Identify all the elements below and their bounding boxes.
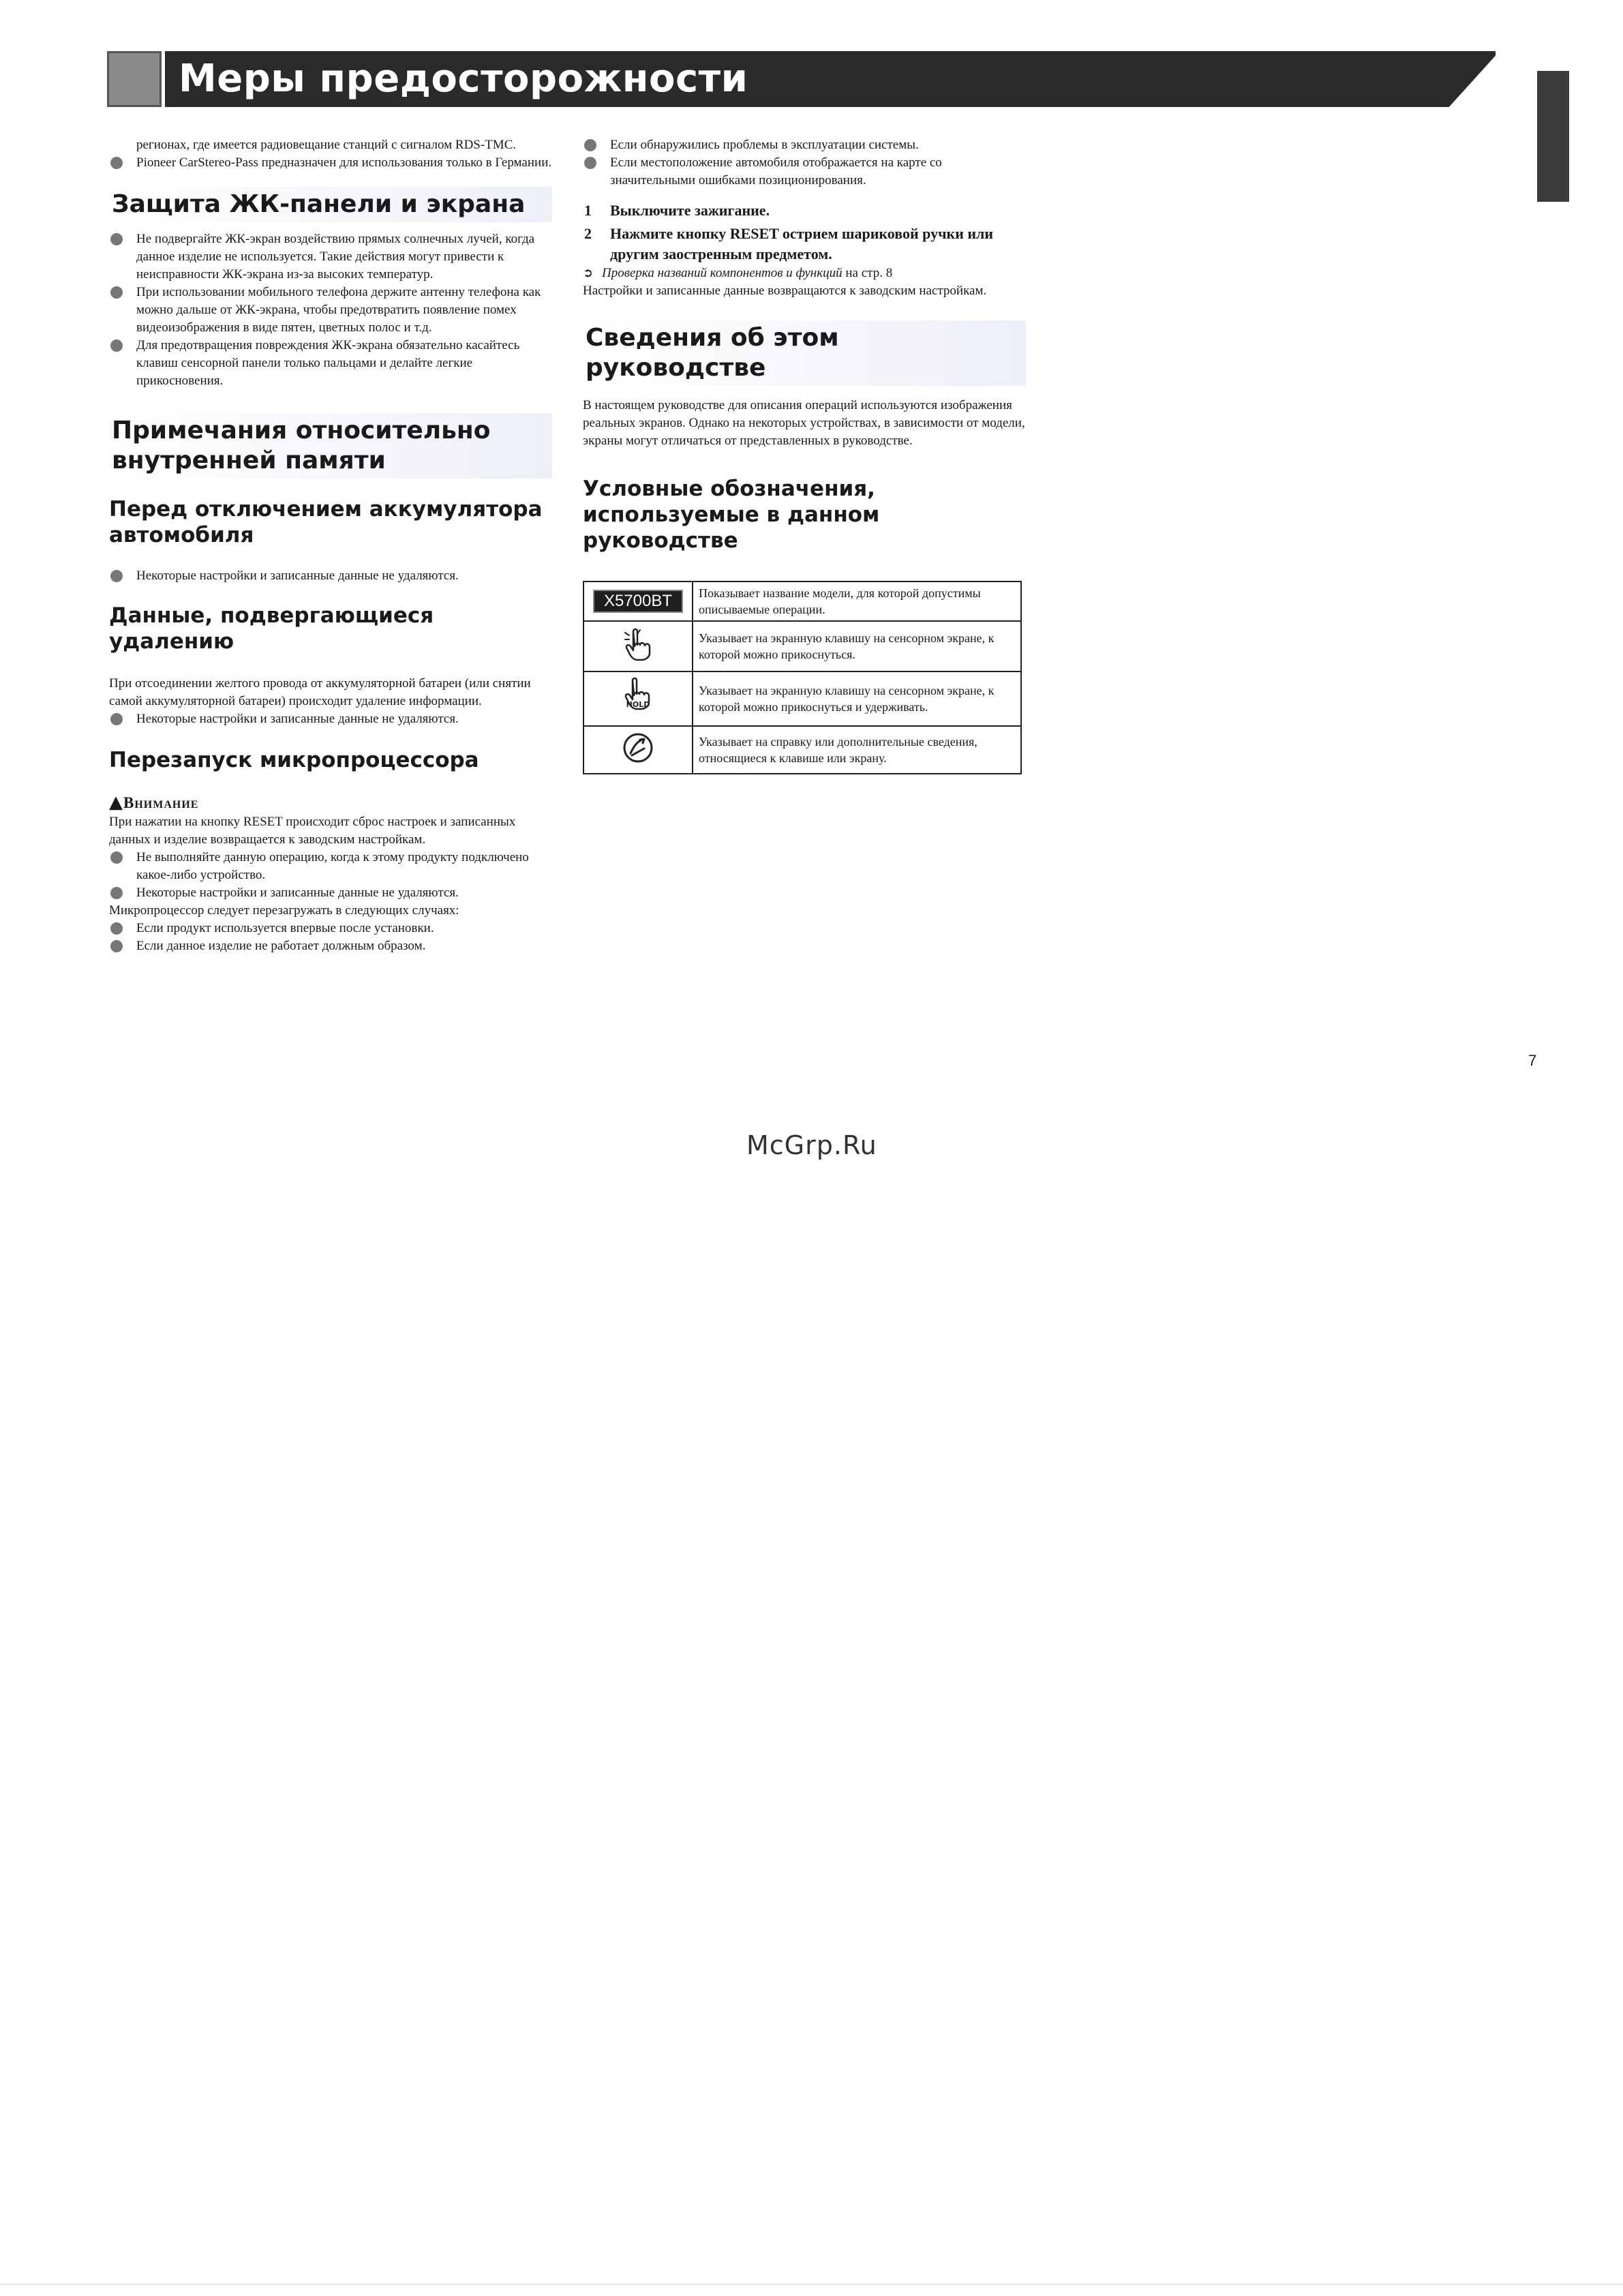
- model-badge-icon: X5700BT: [593, 590, 683, 613]
- deleted-data-paragraph: При отсоединении желтого провода от аккумуляторной батареи (или снятии самой аккумуляторной батареи) происходит удаление информации.: [109, 676, 531, 708]
- reference-icon: [621, 731, 655, 765]
- section-side-tab: [1537, 71, 1569, 202]
- page-title: Меры предосторожности: [179, 57, 748, 101]
- table-cell-text: Указывает на экранную клавишу на сенсорном экране, к которой можно прикоснуться.: [693, 621, 1021, 671]
- about-manual-paragraph: В настоящем руководстве для описания операций используются изображения реальных экранов. Однако на некоторых устройствах, в зависимости от модели, экраны могут отличаться от представленных в руководстве.: [583, 398, 1025, 448]
- caution-label: [109, 792, 552, 813]
- bullet-icon: [584, 157, 596, 169]
- heading-deleted-data: Данные, подвергающиеся удалению: [109, 603, 434, 654]
- bullet-icon: [110, 851, 123, 864]
- watermark: McGrp.Ru: [746, 1130, 877, 1160]
- bullet-icon: [110, 286, 123, 299]
- list-item-text: Если данное изделие не работает должным образом.: [136, 939, 426, 953]
- touch-icon: [620, 626, 656, 663]
- reference-page: на стр. 8: [845, 266, 893, 280]
- heading-lcd-protection: Защита ЖК-панели и экрана: [109, 187, 552, 222]
- bullet-icon: [110, 157, 123, 169]
- list-item: [109, 710, 552, 728]
- heading-before-battery-disconnect: Перед отключением аккумулятора автомобиля: [109, 497, 543, 547]
- list-item-text: Если продукт используется впервые после установки.: [136, 921, 434, 935]
- list-item-text: При использовании мобильного телефона держите антенну телефона как можно дальше от ЖК-экрана, чтобы предотвратить появление помех видеоизображения в виде пятен, цветных полос и т.д.: [136, 285, 541, 335]
- bullet-icon: [584, 139, 596, 151]
- table-row: [583, 726, 1021, 774]
- conventions-table: [583, 581, 1022, 774]
- step-text: Нажмите кнопку RESET острием шариковой ручки или другим заостренным предметом.: [610, 225, 994, 262]
- bullet-icon: [110, 713, 123, 725]
- list-item-text: Для предотвращения повреждения ЖК-экрана обязательно касайтесь клавиш сенсорной панели только пальцами и делайте легкие прикосновения.: [136, 338, 520, 388]
- list-item: [583, 136, 1026, 154]
- step-number: 2: [584, 225, 592, 242]
- bullet-icon: [110, 339, 123, 352]
- list-item: [109, 849, 552, 884]
- heading-reset-microprocessor: Перезапуск микропроцессора: [109, 748, 479, 772]
- table-cell-icon: [583, 621, 693, 671]
- list-item-text: Не выполняйте данную операцию, когда к этому продукту подключено какое-либо устройство.: [136, 850, 529, 882]
- list-item: [109, 154, 552, 172]
- table-cell-text: Указывает на экранную клавишу на сенсорном экране, к которой можно прикоснуться и удерживать.: [693, 671, 1021, 726]
- list-item-text: Некоторые настройки и записанные данные не удаляются.: [136, 886, 459, 900]
- list-item: [109, 884, 552, 902]
- left-column: [109, 136, 552, 955]
- warning-triangle-icon: ▲: [109, 792, 123, 813]
- table-cell-text: Указывает на справку или дополнительные сведения, относящиеся к клавише или экрану.: [693, 726, 1021, 774]
- table-cell-text: Показывает название модели, для которой допустимы описываемые операции.: [693, 581, 1021, 621]
- right-column: [583, 136, 1026, 774]
- list-item: [109, 284, 552, 337]
- list-item-text: Если обнаружились проблемы в эксплуатации системы.: [610, 138, 919, 152]
- caution-paragraph: При нажатии на кнопку RESET происходит сброс настроек и записанных данных и изделие возвращается к заводским настройкам.: [109, 815, 516, 847]
- reference-link[interactable]: Проверка названий компонентов и функций: [602, 266, 843, 280]
- reference-note: [583, 265, 1026, 282]
- reset-result-text: Настройки и записанные данные возвращаются к заводским настройкам.: [583, 284, 987, 298]
- list-item-text: Некоторые настройки и записанные данные не удаляются.: [136, 712, 459, 726]
- continued-paragraph: регионах, где имеется радиовещание станций с сигналом RDS-TMC.: [136, 138, 517, 152]
- bullet-icon: [110, 887, 123, 899]
- list-item: [583, 154, 1026, 190]
- step-number: 1: [584, 202, 592, 219]
- step-text: Выключите зажигание.: [610, 202, 770, 219]
- reference-arrow-icon: ➲: [583, 266, 594, 280]
- bullet-icon: [110, 922, 123, 935]
- table-cell-icon: [583, 581, 693, 621]
- touch-hold-icon: [618, 676, 658, 717]
- list-item-text: Pioneer CarStereo-Pass предназначен для использования только в Германии.: [136, 155, 552, 170]
- table-row: [583, 621, 1021, 671]
- list-item: [109, 920, 552, 937]
- page-bottom-line: [0, 2284, 1623, 2285]
- heading-conventions: Условные обозначения, используемые в данном руководстве: [583, 477, 880, 553]
- hold-label: HOLD: [626, 700, 650, 709]
- table-cell-icon: [583, 671, 693, 726]
- list-item-text: Если местоположение автомобиля отображается на карте со значительными ошибками позиционирования.: [610, 155, 942, 187]
- heading-internal-memory: Примечания относительно внутренней памяти: [109, 413, 552, 479]
- reset-intro: Микропроцессор следует перезагружать в следующих случаях:: [109, 903, 459, 918]
- bullet-icon: [110, 570, 123, 582]
- caution-text: Внимание: [123, 794, 199, 811]
- page-number: 7: [1528, 1052, 1537, 1069]
- bullet-icon: [110, 233, 123, 245]
- table-row: [583, 671, 1021, 726]
- step-item: [583, 200, 1026, 221]
- list-item: [109, 337, 552, 390]
- heading-about-manual: Сведения об этом руководстве: [583, 320, 1026, 386]
- list-item: [109, 230, 552, 284]
- list-item-text: Некоторые настройки и записанные данные не удаляются.: [136, 569, 459, 583]
- table-cell-icon: [583, 726, 693, 774]
- list-item-text: Не подвергайте ЖК-экран воздействию прямых солнечных лучей, когда данное изделие не используется. Такие действия могут привести к неисправности ЖК-экрана из-за высоких температур.: [136, 232, 535, 282]
- bullet-icon: [110, 940, 123, 952]
- step-item: [583, 224, 1026, 265]
- table-row: [583, 581, 1021, 621]
- list-item: [109, 567, 552, 585]
- header-square-marker: [107, 51, 162, 107]
- list-item: [109, 937, 552, 955]
